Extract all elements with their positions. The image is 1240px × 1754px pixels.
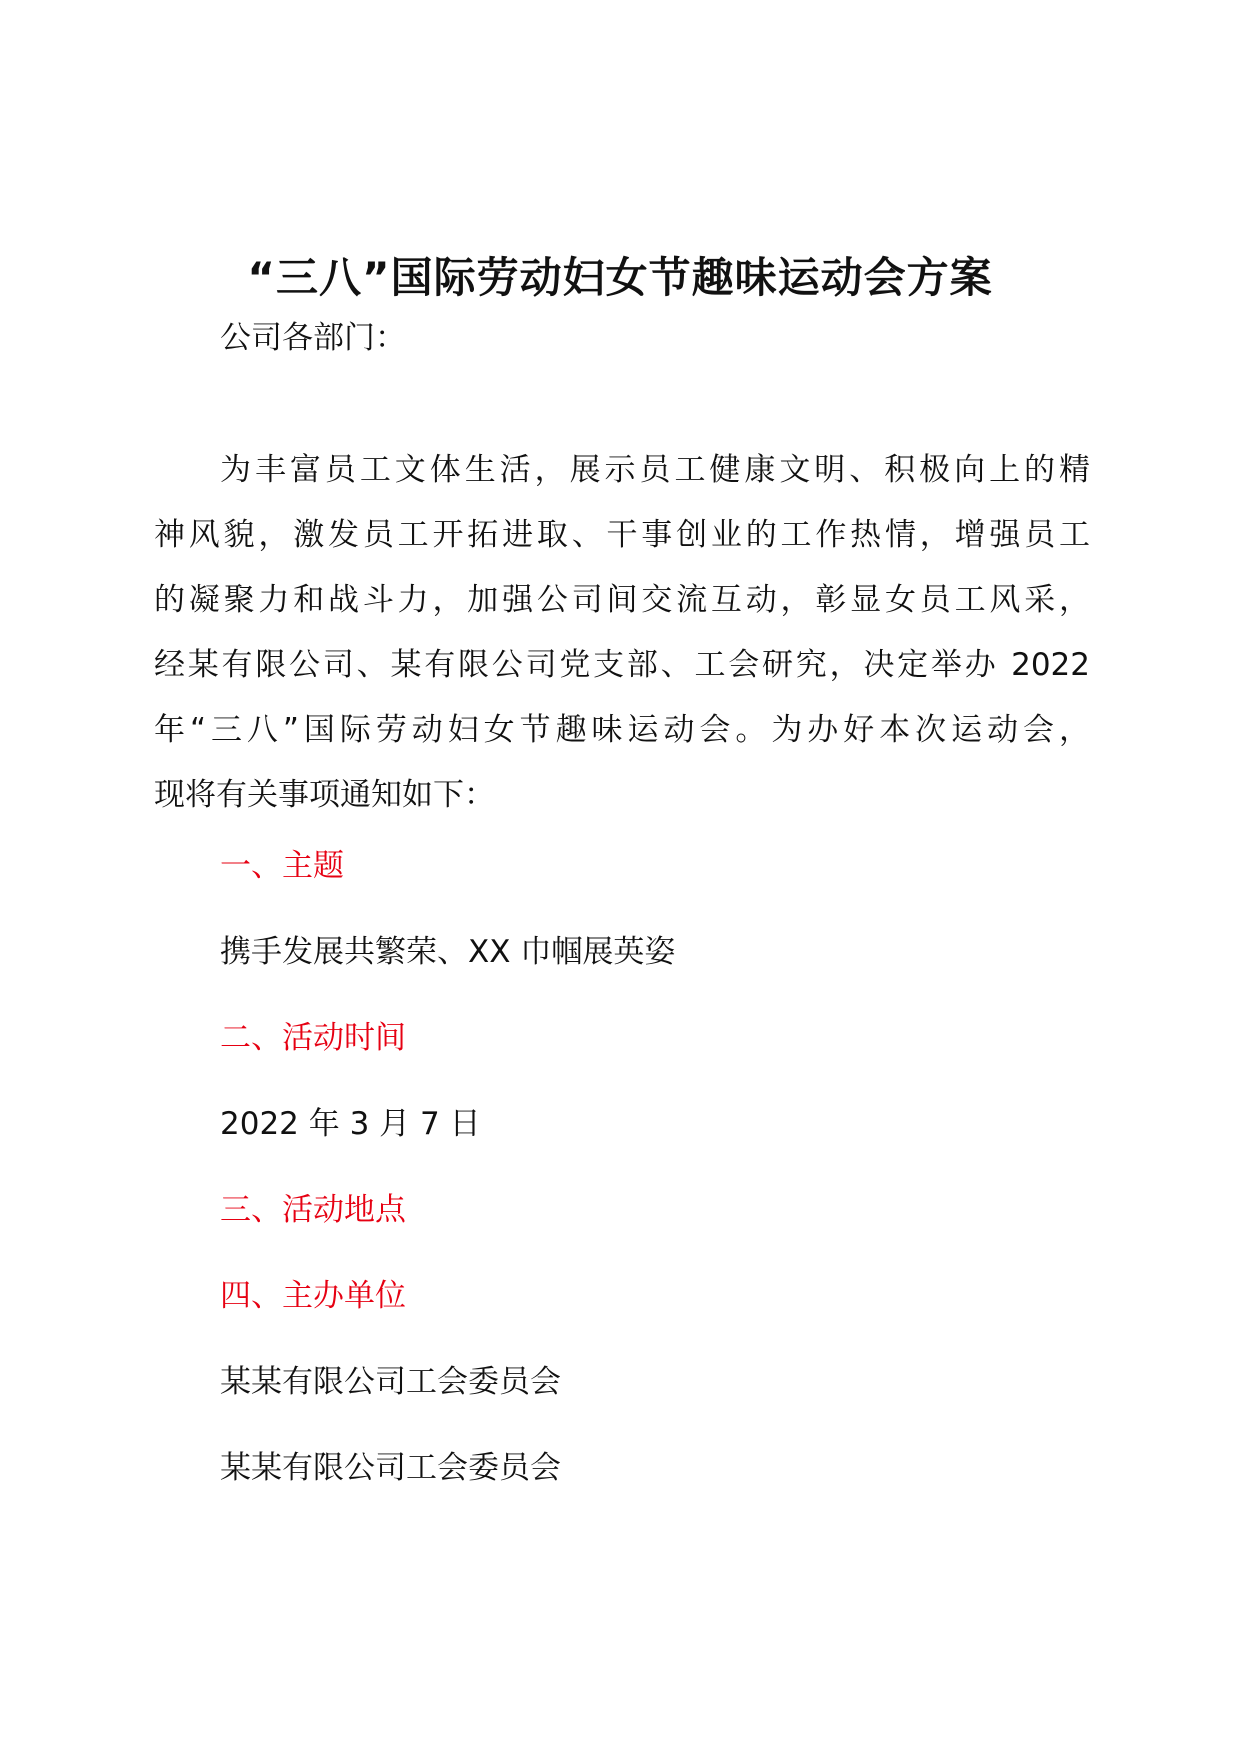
section-content-time: 2022 年 3 月 7 日 [220, 1106, 481, 1142]
salutation: 公司各部门： [220, 320, 406, 356]
document-title: “三八”国际劳动妇女节趣味运动会方案 [247, 253, 993, 302]
section-heading-time: 二、活动时间 [220, 1020, 406, 1056]
intro-line: 神风貌，激发员工开拓进取、干事创业的工作热情，增强员工 [154, 517, 1090, 553]
section-content-theme: 携手发展共繁荣、XX 巾帼展英姿 [220, 934, 676, 970]
intro-line: 现将有关事项通知如下： [154, 777, 495, 813]
section-heading-theme: 一、主题 [220, 848, 344, 884]
section-heading-location: 三、活动地点 [220, 1192, 406, 1228]
section-content-organizer: 某某有限公司工会委员会 [220, 1364, 561, 1400]
section-heading-organizer: 四、主办单位 [220, 1278, 406, 1314]
intro-line: 年“三八”国际劳动妇女节趣味运动会。为办好本次运动会， [154, 712, 1090, 748]
intro-line: 的凝聚力和战斗力，加强公司间交流互动，彰显女员工风采， [154, 582, 1090, 618]
intro-line: 为丰富员工文体生活，展示员工健康文明、积极向上的精 [220, 452, 1090, 488]
intro-paragraph [154, 438, 1090, 828]
section-content-organizer: 某某有限公司工会委员会 [220, 1450, 561, 1486]
intro-line: 经某有限公司、某有限公司党支部、工会研究，决定举办 2022 [154, 647, 1090, 683]
